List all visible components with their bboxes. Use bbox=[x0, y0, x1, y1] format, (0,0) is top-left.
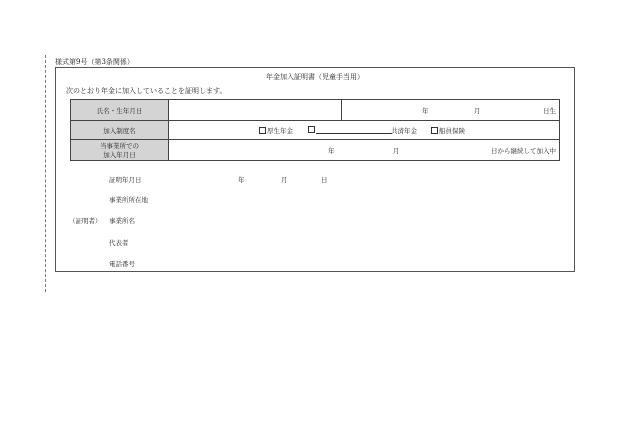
join-month-label: 月 bbox=[393, 147, 400, 155]
dob-year-label: 年 bbox=[422, 107, 429, 115]
cert-year-label: 年 bbox=[238, 176, 245, 184]
join-date-row bbox=[71, 140, 560, 161]
name-field[interactable] bbox=[169, 100, 342, 121]
office-name-label: 事業所名 bbox=[109, 217, 135, 225]
kyosai-label: 共済年金 bbox=[391, 127, 417, 135]
cert-day-label: 日 bbox=[321, 176, 328, 184]
kosei-option[interactable] bbox=[259, 126, 293, 135]
certifier-tag: （証明者） bbox=[69, 217, 102, 225]
join-date-label bbox=[71, 140, 169, 161]
join-date-field[interactable] bbox=[169, 140, 560, 161]
other-checkbox[interactable] bbox=[308, 126, 315, 133]
phone-label: 電話番号 bbox=[109, 260, 135, 268]
certificate-table bbox=[70, 99, 560, 161]
system-row bbox=[71, 121, 560, 140]
dob-day-label: 日生 bbox=[543, 107, 556, 115]
certificate-frame bbox=[55, 67, 575, 272]
join-date-label-line1: 当事業所での bbox=[100, 142, 139, 150]
certificate-title: 年金加入証明書（児童手当用） bbox=[266, 73, 364, 81]
system-label: 加入制度名 bbox=[71, 121, 169, 140]
join-year-label: 年 bbox=[328, 147, 335, 155]
cert-month-label: 月 bbox=[281, 176, 288, 184]
kosei-label: 厚生年金 bbox=[267, 127, 293, 135]
address-label: 事業所所在地 bbox=[109, 196, 148, 204]
senin-checkbox[interactable] bbox=[431, 127, 438, 134]
form-number-label: 様式第9号（第3条関係） bbox=[55, 58, 134, 66]
representative-label: 代表者 bbox=[109, 239, 129, 247]
name-dob-row bbox=[71, 100, 560, 121]
system-options bbox=[169, 121, 560, 140]
other-option[interactable] bbox=[308, 126, 392, 135]
cert-date-label: 証明年月日 bbox=[109, 176, 142, 184]
cut-line bbox=[45, 55, 46, 292]
name-dob-label: 氏名・生年月日 bbox=[71, 100, 169, 121]
dob-field[interactable] bbox=[342, 100, 560, 121]
senin-label: 船員保険 bbox=[439, 127, 465, 135]
senin-option[interactable] bbox=[431, 126, 465, 135]
dob-month-label: 月 bbox=[474, 107, 481, 115]
kosei-checkbox[interactable] bbox=[259, 127, 266, 134]
join-suffix: 日から継続して加入中 bbox=[491, 147, 556, 155]
other-system-blank[interactable] bbox=[316, 127, 392, 134]
intro-text: 次のとおり年金に加入していることを証明します。 bbox=[66, 87, 227, 95]
join-date-label-line2: 加入年月日 bbox=[103, 151, 136, 159]
